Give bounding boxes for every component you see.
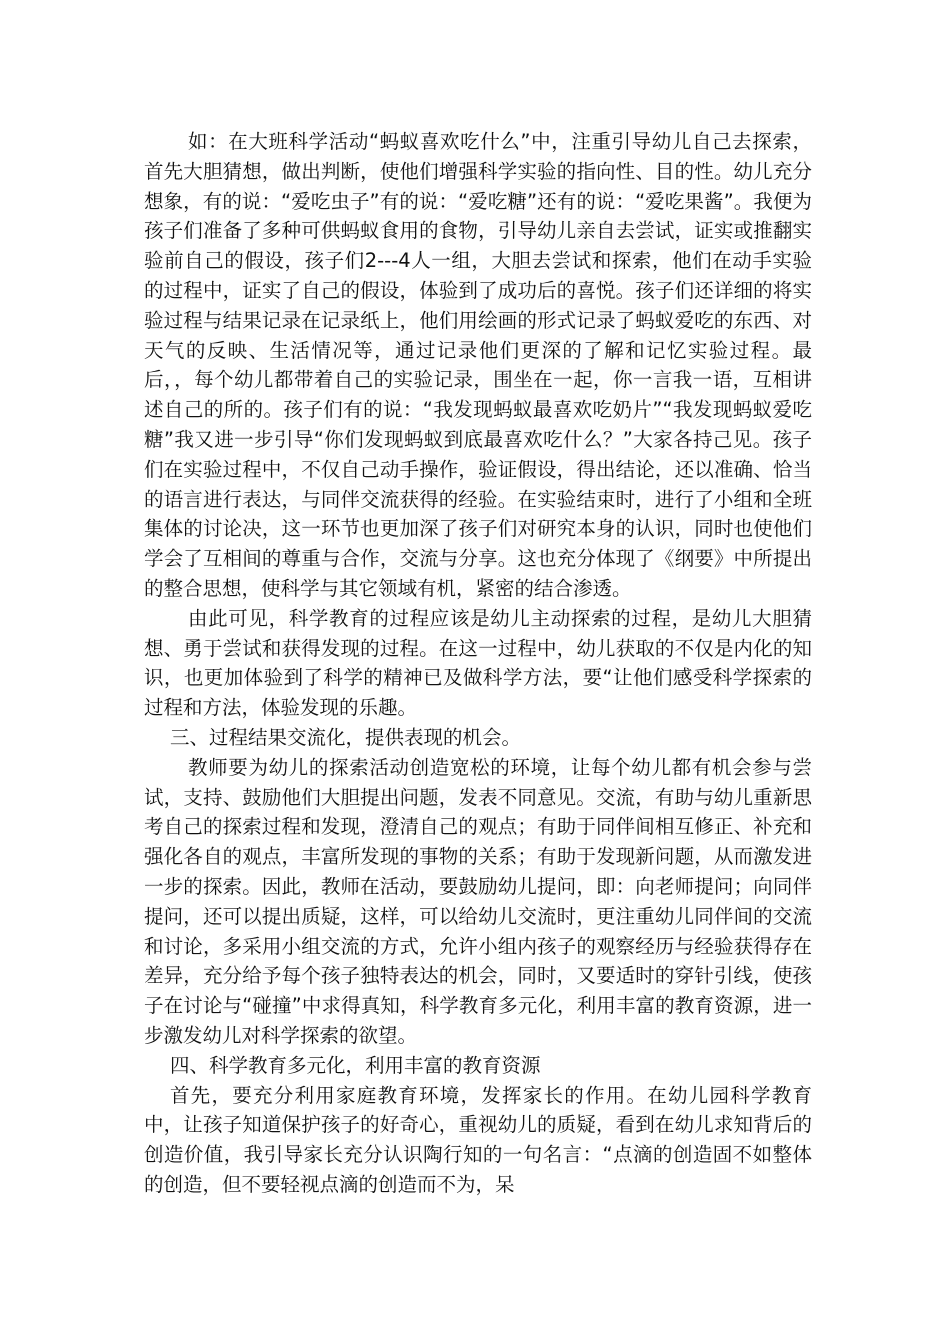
paragraph-ant-experiment: 如：在大班科学活动“蚂蚁喜欢吃什么”中，注重引导幼儿自己去探索，首先大胆猜想，做出判断，使他们增强科学实验的指向性、目的性。幼儿充分想象，有的说：“爱吃虫子”有的说：“爱吃糖”还有的说：“爱吃果酱”。我便为孩子们准备了多种可供蚂蚁食用的食物，引导幼儿亲自去尝试，证实或推翻实验前自己的假设，孩子们2---4人一组，大胆去尝试和探索，他们在动手实验的过程中，证实了自己的假设，体验到了成功后的喜悦。孩子们还详细的将实验过程与结果记录在记录纸上，他们用绘画的形式记录了蚂蚁爱吃的东西、对天气的反映、生活情况等，通过记录他们更深的了解和记忆实验过程。最后，，每个幼儿都带着自己的实验记录，围坐在一起，你一言我一语，互相讲述自己的所的。孩子们有的说：“我发现蚂蚁最喜欢吃奶片”“我发现蚂蚁爱吃糖”我又进一步引导“你们发现蚂蚁到底最喜欢吃什么？”大家各持己见。孩子们在实验过程中，不仅自己动手操作，验证假设，得出结论，还以准确、恰当的语言进行表达，与同伴交流获得的经验。在实验结束时，进行了小组和全班集体的讨论决，这一环节也更加深了孩子们对研究本身的认识，同时也使他们学会了互相间的尊重与合作，交流与分享。这也充分体现了《纲要》中所提出的整合思想，使科学与其它领域有机，紧密的结合渗透。 <box>144 130 812 600</box>
paragraph-teacher-environment: 教师要为幼儿的探索活动创造宽松的环境，让每个幼儿都有机会参与尝试，支持、鼓励他们大胆提出问题，发表不同意见。交流，有助与幼儿重新思考自己的探索过程和发现，澄清自己的观点；有助于同伴间相互修正、补充和强化各自的观点，丰富所发现的事物的关系；有助于发现新问题，从而激发进一步的探索。因此，教师在活动，要鼓励幼儿提问，即：向老师提问；向同伴提问，还可以提出质疑，这样，可以给幼儿交流时，更注重幼儿同伴间的交流和讨论，多采用小组交流的方式，允许小组内孩子的观察经历与经验获得存在差异，充分给予每个孩子独特表达的机会，同时，又要适时的穿针引线，使孩子在讨论与“碰撞”中求得真知，科学教育多元化，利用丰富的教育资源，进一步激发幼儿对科学探索的欲望。 <box>144 755 812 1047</box>
section-heading-4: 四、科学教育多元化，利用丰富的教育资源 <box>170 1053 541 1077</box>
paragraph-conclusion: 由此可见，科学教育的过程应该是幼儿主动探索的过程，是幼儿大胆猜想、勇于尝试和获得发现的过程。在这一过程中，幼儿获取的不仅是内化的知识，也更加体验到了科学的精神已及做科学方法，要“让他们感受科学探索的过程和方法，体验发现的乐趣。 <box>144 606 812 720</box>
document-body <box>144 127 812 1200</box>
paragraph-family-education: 首先，要充分利用家庭教育环境，发挥家长的作用。在幼儿园科学教育中，让孩子知道保护孩子的好奇心，重视幼儿的质疑，看到在幼儿求知背后的创造价值，我引导家长充分认识陶行知的一句名言：“点滴的创造固不如整体的创造，但不要轻视点滴的创造而不为，呆 <box>144 1083 812 1196</box>
section-heading-3: 三、过程结果交流化，提供表现的机会。 <box>170 725 522 749</box>
